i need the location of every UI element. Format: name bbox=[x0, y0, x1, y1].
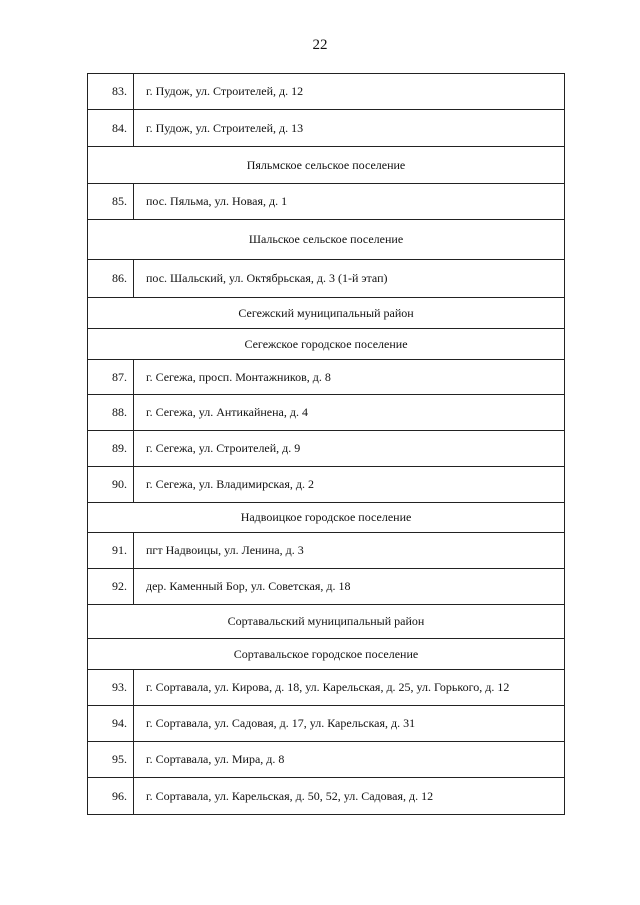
table-row bbox=[88, 260, 565, 298]
section-heading: Надвоицкое городское поселение bbox=[88, 503, 565, 533]
row-number: 94. bbox=[88, 706, 134, 742]
row-number: 96. bbox=[88, 778, 134, 815]
table-row bbox=[88, 742, 565, 778]
row-number: 95. bbox=[88, 742, 134, 778]
table-row bbox=[88, 74, 565, 110]
row-number: 85. bbox=[88, 184, 134, 220]
table-row bbox=[88, 533, 565, 569]
row-number: 90. bbox=[88, 467, 134, 503]
section-row bbox=[88, 639, 565, 670]
section-row bbox=[88, 147, 565, 184]
section-row bbox=[88, 605, 565, 639]
row-address: дер. Каменный Бор, ул. Советская, д. 18 bbox=[134, 569, 565, 605]
row-address: г. Сортавала, ул. Карельская, д. 50, 52, ул. Садовая, д. 12 bbox=[134, 778, 565, 815]
table-row bbox=[88, 360, 565, 395]
address-table bbox=[87, 73, 565, 815]
row-address: г. Сегежа, ул. Антикайнена, д. 4 bbox=[134, 395, 565, 431]
row-number: 87. bbox=[88, 360, 134, 395]
section-row bbox=[88, 220, 565, 260]
section-heading: Сегежский муниципальный район bbox=[88, 298, 565, 329]
row-number: 89. bbox=[88, 431, 134, 467]
table-row bbox=[88, 110, 565, 147]
row-number: 88. bbox=[88, 395, 134, 431]
row-address: г. Сегежа, ул. Строителей, д. 9 bbox=[134, 431, 565, 467]
row-number: 93. bbox=[88, 670, 134, 706]
row-address: пгт Надвоицы, ул. Ленина, д. 3 bbox=[134, 533, 565, 569]
table-row bbox=[88, 569, 565, 605]
row-address: г. Сегежа, ул. Владимирская, д. 2 bbox=[134, 467, 565, 503]
row-number: 91. bbox=[88, 533, 134, 569]
row-address: г. Пудож, ул. Строителей, д. 12 bbox=[134, 74, 565, 110]
row-address: г. Сортавала, ул. Садовая, д. 17, ул. Карельская, д. 31 bbox=[134, 706, 565, 742]
row-number: 92. bbox=[88, 569, 134, 605]
section-heading: Шальское сельское поселение bbox=[88, 220, 565, 260]
table-row bbox=[88, 395, 565, 431]
section-heading: Пяльмское сельское поселение bbox=[88, 147, 565, 184]
table-row bbox=[88, 184, 565, 220]
table-row bbox=[88, 778, 565, 815]
section-heading: Сортавальское городское поселение bbox=[88, 639, 565, 670]
row-address: г. Сегежа, просп. Монтажников, д. 8 bbox=[134, 360, 565, 395]
section-heading: Сегежское городское поселение bbox=[88, 329, 565, 360]
row-address: г. Сортавала, ул. Мира, д. 8 bbox=[134, 742, 565, 778]
row-number: 86. bbox=[88, 260, 134, 298]
page-number: 22 bbox=[312, 37, 328, 53]
section-row bbox=[88, 329, 565, 360]
row-number: 84. bbox=[88, 110, 134, 147]
row-address: пос. Пяльма, ул. Новая, д. 1 bbox=[134, 184, 565, 220]
section-row bbox=[88, 503, 565, 533]
row-number: 83. bbox=[88, 74, 134, 110]
section-heading: Сортавальский муниципальный район bbox=[88, 605, 565, 639]
row-address: г. Сортавала, ул. Кирова, д. 18, ул. Карельская, д. 25, ул. Горького, д. 12 bbox=[134, 670, 565, 706]
row-address: г. Пудож, ул. Строителей, д. 13 bbox=[134, 110, 565, 147]
section-row bbox=[88, 298, 565, 329]
table-row bbox=[88, 431, 565, 467]
table-row bbox=[88, 467, 565, 503]
table-row bbox=[88, 670, 565, 706]
table-row bbox=[88, 706, 565, 742]
row-address: пос. Шальский, ул. Октябрьская, д. 3 (1-й этап) bbox=[134, 260, 565, 298]
